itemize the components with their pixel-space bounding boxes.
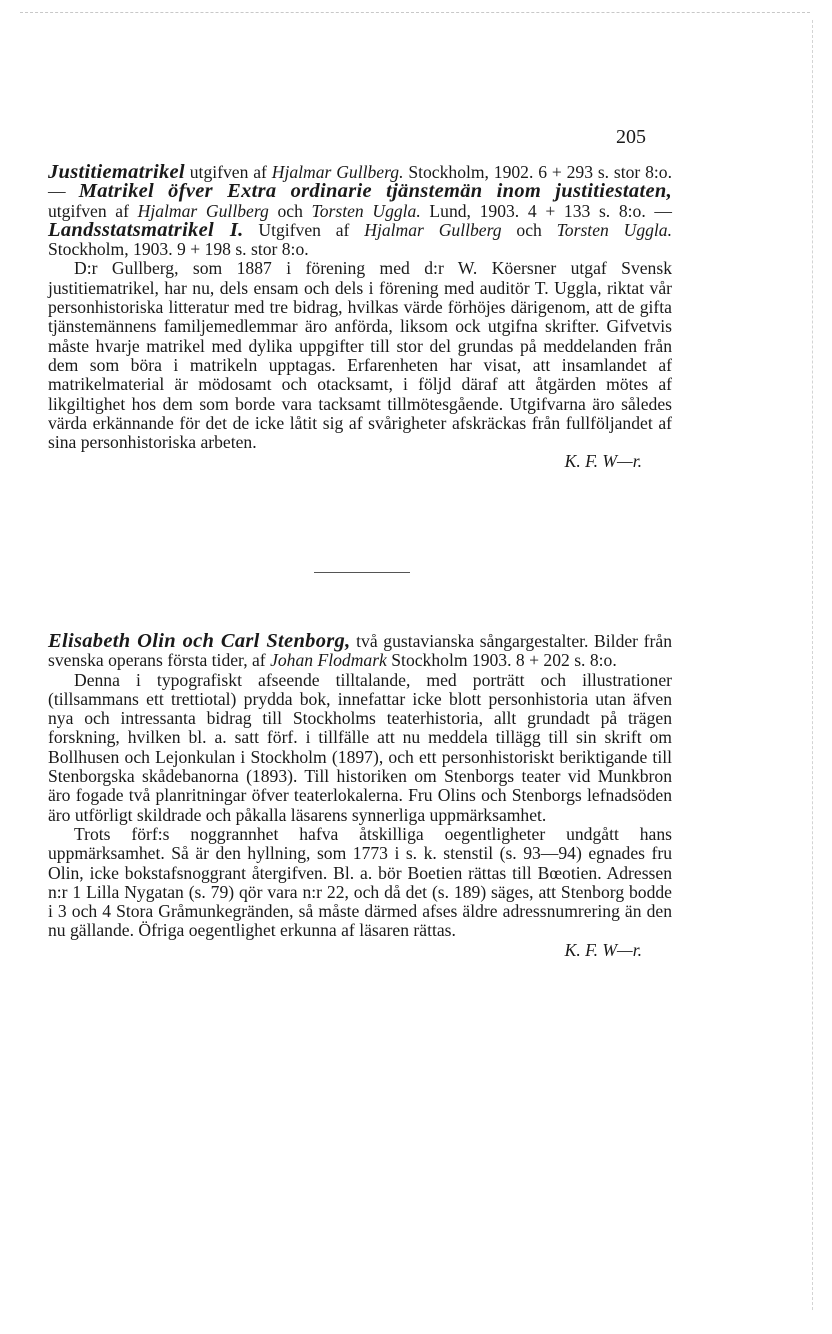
- bib-text: Stockholm, 1902. 6 + 293 s. stor 8:o. —: [48, 162, 673, 202]
- right-edge-rule: [812, 20, 813, 1310]
- work-title: Landsstatsmatrikel I.: [48, 218, 244, 241]
- bibliographic-entry: [48, 163, 672, 259]
- work-title: Matrikel öfver Extra ordinarie tjänstemän inom justitiestaten,: [78, 180, 672, 203]
- review-paragraph: D:r Gullberg, som 1887 i förening med d:r W. Köersner utgaf Svensk justitiematrikel, har nu, dels ensam och dels i förening med auditör T. Uggla, riktat vår personhistoriska litteratur med tre bidrag, hvilkas värde förhöjes därigenom, att de gifta tjänstemännens familjemedlemmar äro anförda, liksom ock utgifna skrifter. Gifvetvis måste hvarje matrikel med dylika uppgifter till stor del grundas på meddelanden från dem som böra i matrikeln upptagas. Erfarenheten har visat, att insamlandet af matrikelmaterial är mödosamt och otacksamt, i följd däraf att åtgärden mötes af likgiltighet hos dem som borde vara tacksamt tillmötesgående. Utgifvarna äro således värda erkännande för det de icke låtit sig af svårigheter afskräckas från fullföljandet af sina personhistoriska arbeten.: [48, 258, 672, 453]
- bib-text: och: [501, 219, 557, 240]
- bib-text: Utgifven af: [243, 219, 365, 240]
- review-paragraph: Trots förf:s noggrannhet hafva åtskilliga oegentligheter undgått hans uppmärksamhet. Så är den hyllning, som 1773 i s. k. stenstil (s. 93—94) egnades fru Olin, icke bokstafsnoggrant återgifven. Bl. a. bör Boetien rättas till Bœotien. Adressen n:r 1 Lilla Nygatan (s. 79) qör vara n:r 22, och då det (s. 189) säges, att Stenborg bodde i 3 och 4 Stora Gråmunkegränden, så måste därmed afses äldre adressnumrering än den nu gällande. Öfriga oegentlighet erkunna af läsaren rättas.: [48, 823, 672, 941]
- author-name: Torsten Uggla.: [556, 219, 673, 240]
- page-number: 205: [616, 126, 646, 148]
- review-justitiematrikel: [48, 163, 672, 472]
- author-name: Hjalmar Gullberg: [364, 219, 502, 240]
- bib-text: Lund, 1903. 4 + 133 s. 8:o. —: [420, 200, 673, 221]
- author-name: Hjalmar Gullberg.: [271, 162, 404, 182]
- bib-text: Stockholm 1903. 8 + 202 s. 8:o.: [386, 650, 617, 671]
- bib-text: utgifven af: [184, 162, 272, 182]
- bib-text: två gustavianska sångargestalter. Bilder från svenska operans första tider, af: [48, 631, 672, 671]
- top-edge-rule: [20, 12, 810, 13]
- author-name: Torsten Uggla.: [311, 200, 421, 221]
- bibliographic-entry: [48, 632, 672, 671]
- bib-text: Stockholm, 1903. 9 + 198 s. stor 8:o.: [48, 239, 309, 260]
- review-olin-stenborg: [48, 632, 672, 960]
- author-name: Johan Flodmark: [270, 650, 387, 671]
- work-title: Elisabeth Olin och Carl Stenborg,: [48, 630, 351, 652]
- work-title: Justitiematrikel: [48, 161, 185, 183]
- reviewer-signature: K. F. W—r.: [564, 939, 642, 960]
- author-name: Hjalmar Gullberg: [137, 200, 269, 221]
- review-paragraph: Denna i typografiskt afseende tilltalande, med porträtt och illustrationer (tillsammans ett trettiotal) prydda bok, innefattar icke blott personhistoria utan äfven nya och intressanta bidrag till Stockholms teaterhistoria, allt grundadt på trägen forskning, hvilken bl. a. satt förf. i tillfälle att nu meddela tillägg till sin skrift om Bollhusen och Lejonkulan i Stockholm (1897), och ett personhistoriskt beriktigande till Stenborgska skådebanorna (1893). Till historiken om Stenborgs teater vid Munkbron äro fogade två planritningar öfver teaterlokalerna. Fru Olins och Stenborgs lefnadsöden äro utförligt skildrade och påkalla läsarens synnerliga uppmärksamhet.: [48, 669, 672, 825]
- bib-text: utgifven af: [48, 200, 138, 221]
- section-divider: [314, 572, 410, 573]
- bib-text: och: [268, 200, 312, 221]
- reviewer-signature: K. F. W—r.: [564, 451, 642, 472]
